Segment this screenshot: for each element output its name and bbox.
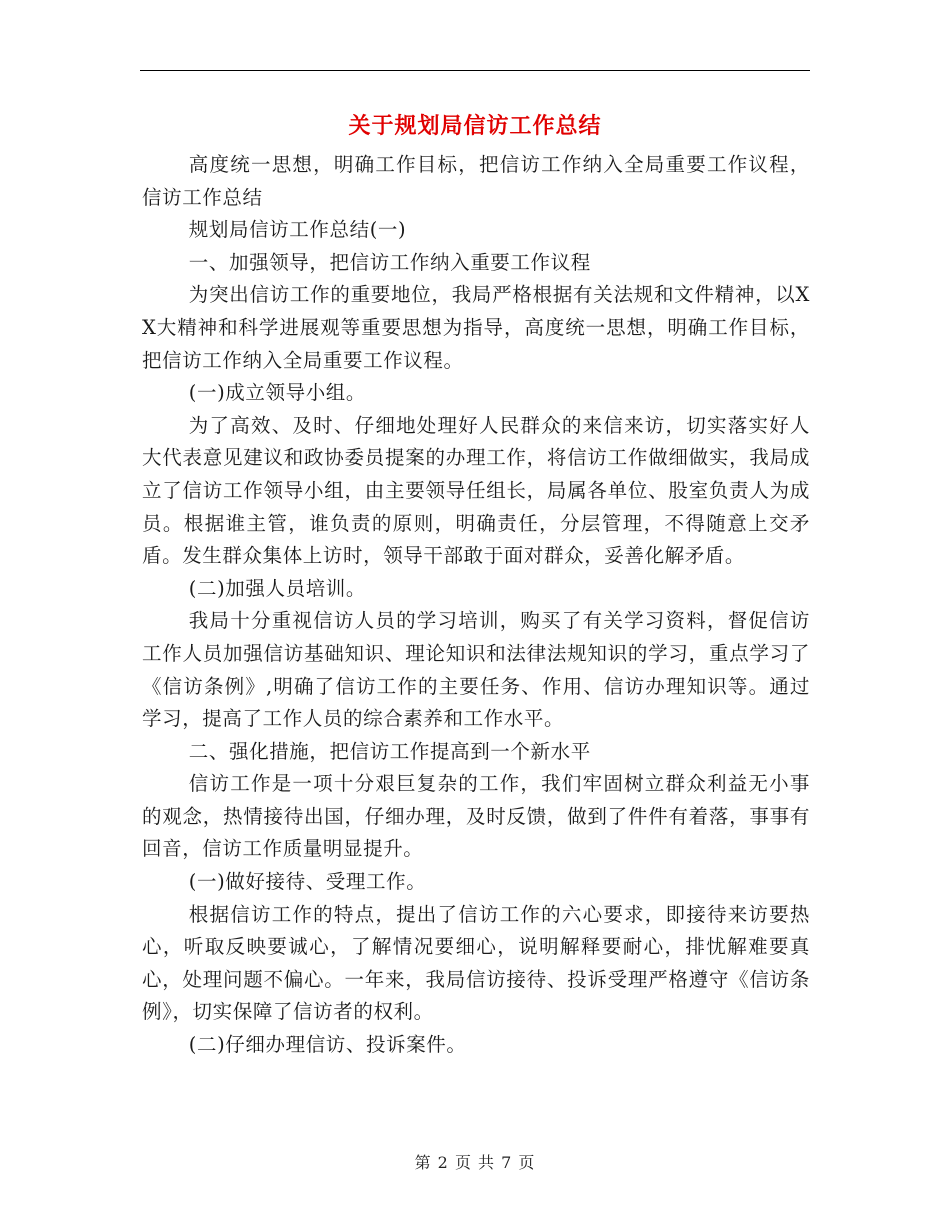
paragraph: 为突出信访工作的重要地位，我局严格根据有关法规和文件精神，以XX大精神和科学进展观等重要思想为指导，高度统一思想，明确工作目标，把信访工作纳入全局重要工作议程。: [142, 283, 810, 372]
header-rule: [140, 70, 810, 71]
subsection-heading: (二)加强人员培训。: [188, 576, 367, 600]
paragraph: 为了高效、及时、仔细地处理好人民群众的来信来访，切实落实好人大代表意见建议和政协委员提案的办理工作，将信访工作做细做实，我局成立了信访工作领导小组，由主要领导任组长，局属各单位、股室负责人为成员。根据谁主管，谁负责的原则，明确责任，分层管理，不得随意上交矛盾。发生群众集体上访时，领导干部敢于面对群众，妥善化解矛盾。: [142, 413, 810, 568]
subsection-heading: (二)仔细办理信访、投诉案件。: [188, 1033, 467, 1057]
section-heading-2: 二、强化措施，把信访工作提高到一个新水平: [188, 739, 591, 763]
paragraph: 根据信访工作的特点，提出了信访工作的六心要求，即接待来访要热心，听取反映要诚心，了解情况要细心，说明解释要耐心，排忧解难要真心，处理问题不偏心。一年来，我局信访接待、投诉受理严格遵守《信访条例》，切实保障了信访者的权利。: [142, 902, 810, 1024]
paragraph-intro: 高度统一思想，明确工作目标，把信访工作纳入全局重要工作议程，信访工作总结: [142, 153, 810, 209]
subsection-heading: (一)成立领导小组。: [188, 381, 367, 405]
paragraph: 我局十分重视信访人员的学习培训，购买了有关学习资料，督促信访工作人员加强信访基础知识、理论知识和法律法规知识的学习，重点学习了《信访条例》,明确了信访工作的主要任务、作用、信访办理知识等。通过学习，提高了工作人员的综合素养和工作水平。: [142, 609, 810, 731]
document-title: 关于规划局信访工作总结: [348, 113, 602, 139]
paragraph: 信访工作是一项十分艰巨复杂的工作，我们牢固树立群众利益无小事的观念，热情接待出国，仔细办理，及时反馈，做到了件件有着落，事事有回音，信访工作质量明显提升。: [142, 772, 810, 861]
section-heading-1: 一、加强领导，把信访工作纳入重要工作议程: [188, 250, 591, 274]
subsection-heading: (一)做好接待、受理工作。: [188, 870, 427, 894]
paragraph-subtitle: 规划局信访工作总结(一): [188, 218, 407, 242]
document-body: [142, 149, 810, 1062]
page-number: 第 2 页 共 7 页: [414, 1153, 536, 1172]
